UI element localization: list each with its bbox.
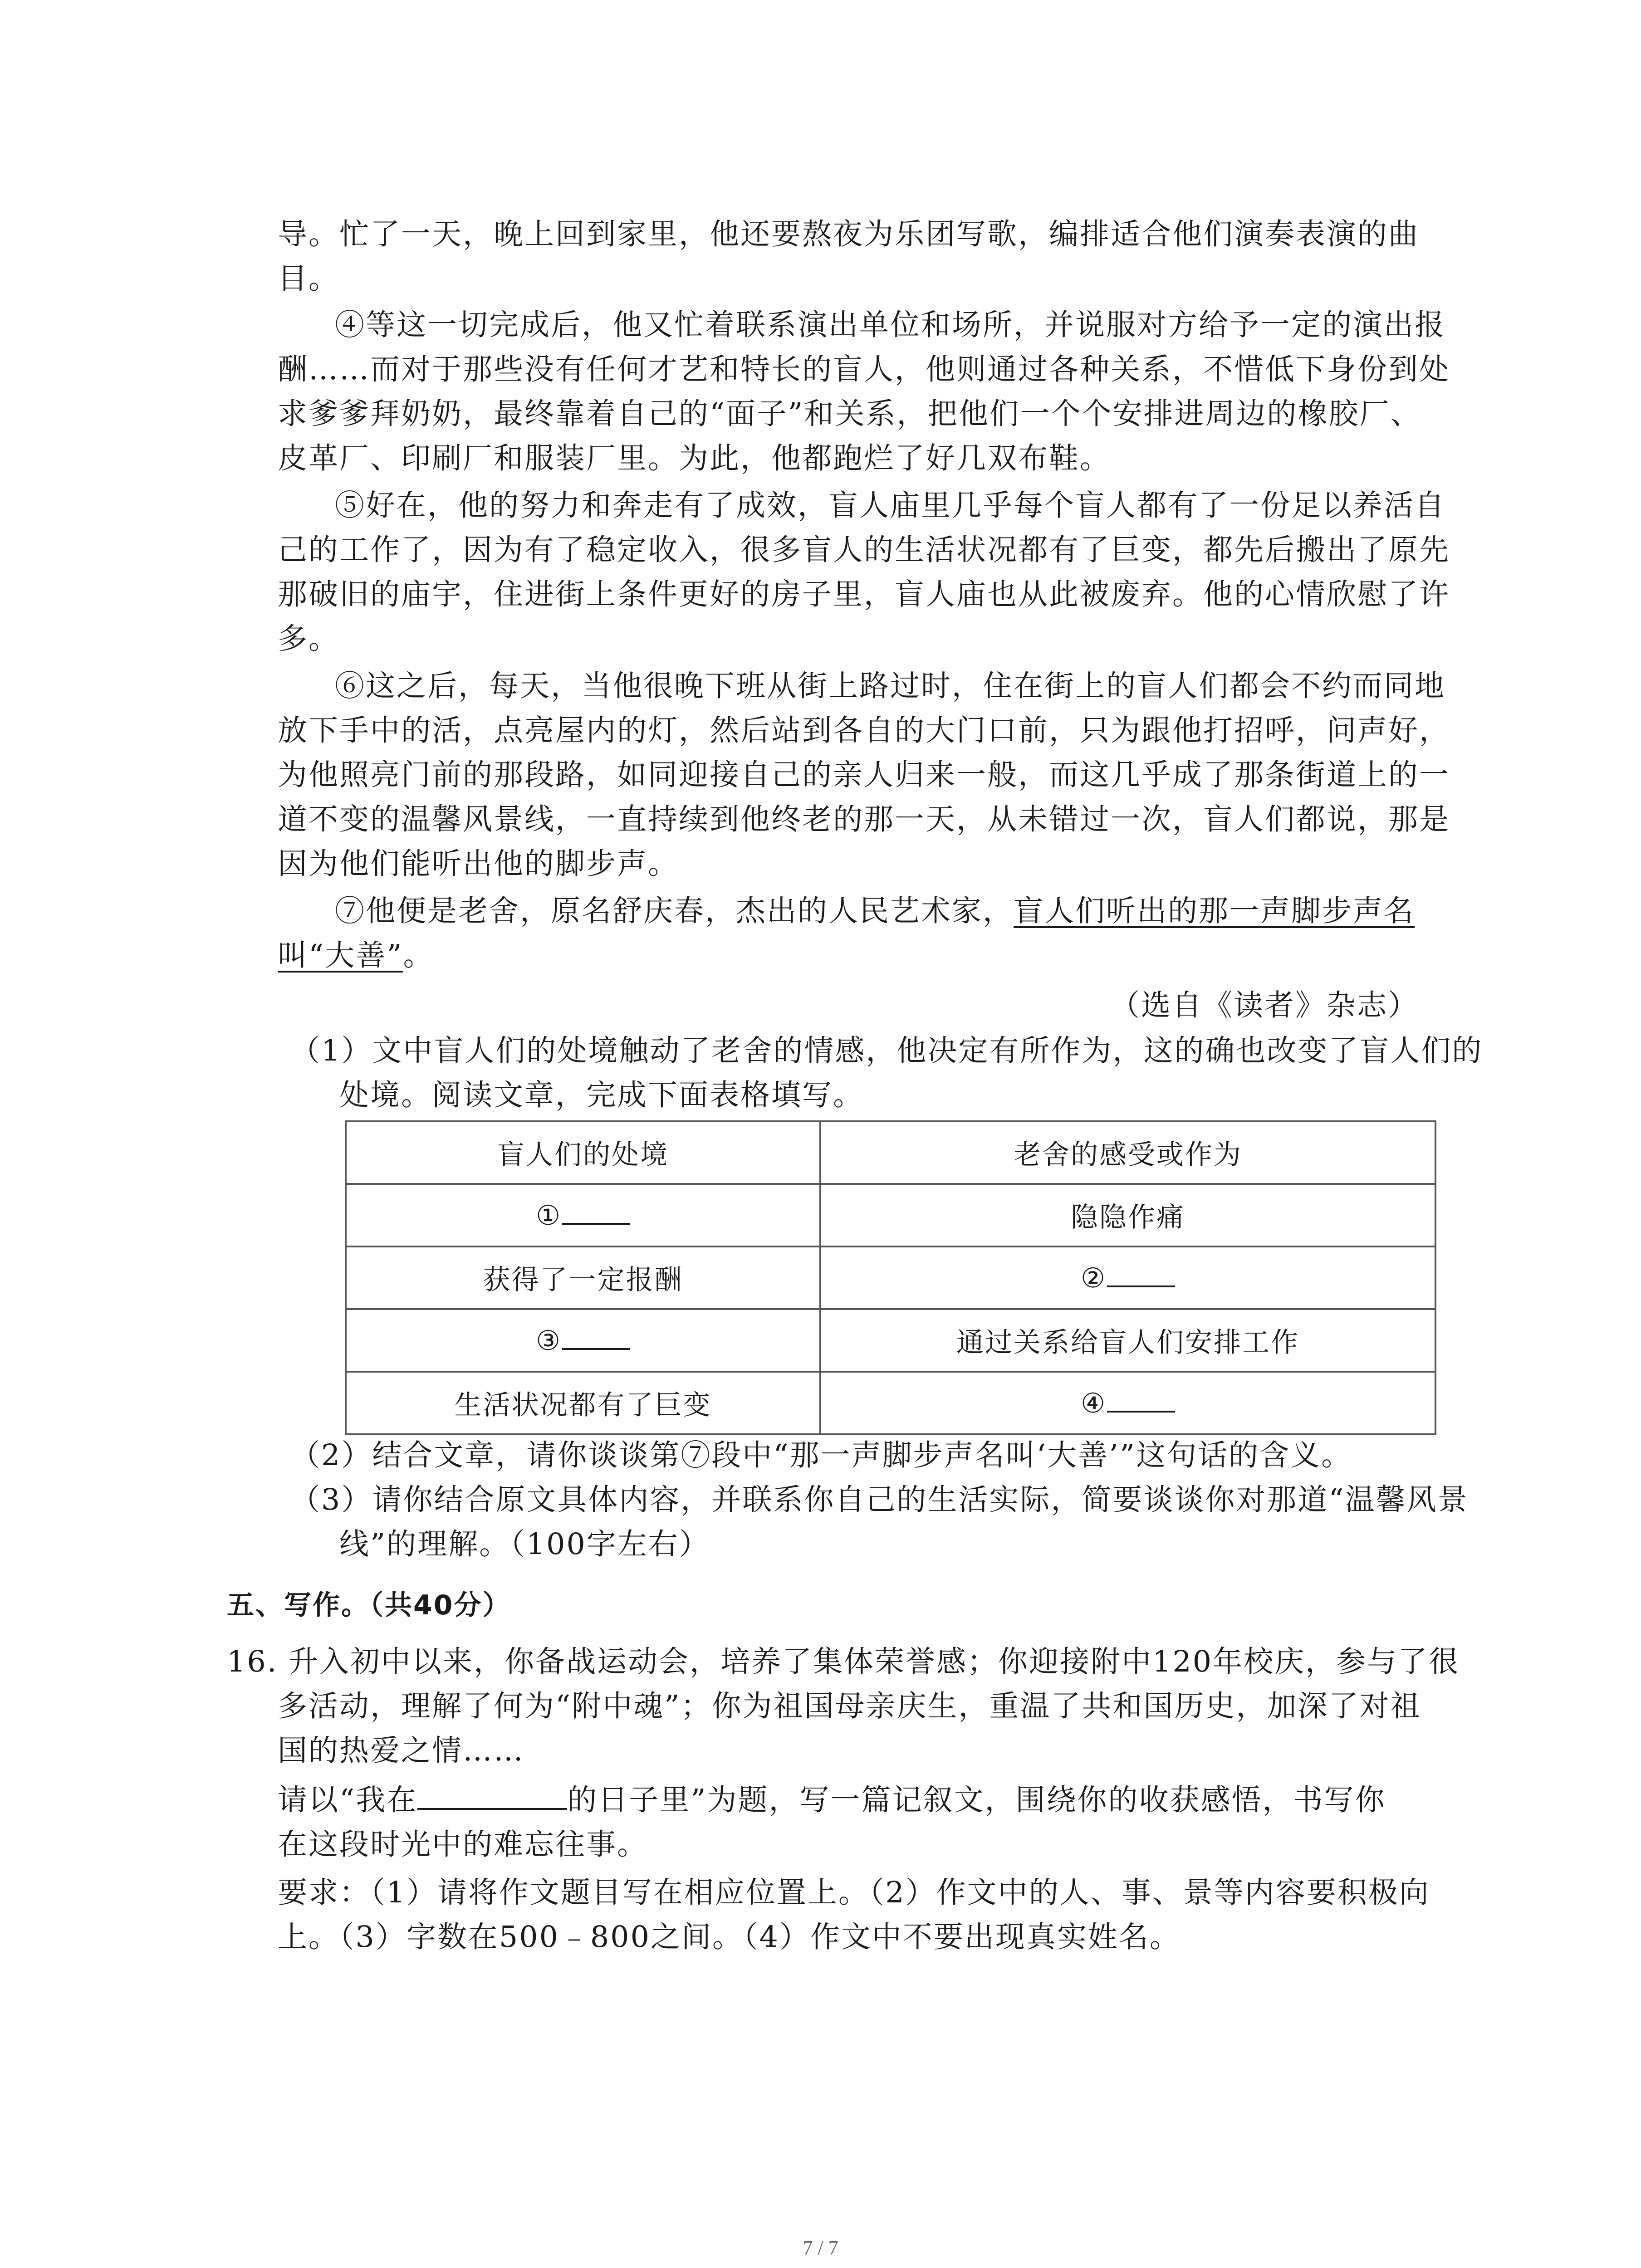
passage-line: 导。忙了一天，晚上回到家里，他还要熬夜为乐团写歌，编排适合他们演奏表演的曲 — [278, 217, 1420, 251]
table-row — [346, 1372, 1435, 1434]
passage-line: 那破旧的庙宇，住进街上条件更好的房子里，盲人庙也从此被废弃。他的心情欣慰了许 — [278, 577, 1450, 611]
table-cell — [820, 1372, 1435, 1434]
answer-blank — [562, 1325, 630, 1350]
question-16-cont: 国的热爱之情…… — [278, 1734, 525, 1768]
passage-line: 因为他们能听出他的脚步声。 — [278, 847, 679, 881]
answer-blank — [562, 1199, 630, 1225]
table-cell — [820, 1246, 1435, 1309]
question-2: （2）结合文章，请你谈谈第⑦段中“那一声脚步声名叫‘大善’”这句话的含义。 — [290, 1438, 1352, 1472]
prompt-text: 的日子里”为题，写一篇记叙文，围绕你的收获感悟，书写你 — [567, 1783, 1386, 1817]
passage-line: ④等这一切完成后，他又忙着联系演出单位和场所，并说服对方给予一定的演出报 — [335, 308, 1446, 342]
table-cell-text: ② — [1081, 1262, 1105, 1294]
source-citation: （选自《读者》杂志） — [1110, 988, 1419, 1022]
passage-text: 。 — [403, 938, 434, 973]
answer-table — [345, 1120, 1436, 1435]
title-blank — [417, 1781, 567, 1810]
table-cell: 获得了一定报酬 — [346, 1246, 820, 1309]
essay-requirements-cont: 上。（3）字数在500﹣800之间。（4）作文中不要出现真实姓名。 — [278, 1920, 1181, 1954]
table-row — [346, 1246, 1435, 1309]
passage-line: 多。 — [278, 622, 340, 656]
passage-line: 求爹爹拜奶奶，最终靠着自己的“面子”和关系，把他们一个个安排进周边的橡胶厂、 — [278, 397, 1421, 431]
prompt-text: 请以“我在 — [278, 1783, 418, 1817]
table-cell: 隐隐作痛 — [820, 1184, 1435, 1246]
passage-line — [278, 934, 434, 978]
passage-line: 道不变的温馨风景线，一直持续到他终老的那一天，从未错过一次，盲人们都说，那是 — [278, 802, 1450, 836]
passage-line — [335, 889, 1415, 934]
question-16-cont: 多活动，理解了何为“附中魂”；你为祖国母亲庆生，重温了共和国历史，加深了对祖 — [278, 1689, 1421, 1723]
table-header: 老舍的感受或作为 — [820, 1121, 1435, 1184]
question-3-cont: 线”的理解。（100字左右） — [339, 1527, 710, 1561]
essay-prompt — [278, 1778, 1386, 1823]
question-16: 16. 升入初中以来，你备战运动会，培养了集体荣誉感；你迎接附中120年校庆，参与了很 — [227, 1645, 1460, 1679]
passage-line: 放下手中的活，点亮屋内的灯，然后站到各自的大门口前，只为跟他打招呼，问声好， — [278, 714, 1450, 748]
table-cell-text: ① — [536, 1199, 560, 1232]
table-header-row — [346, 1121, 1435, 1184]
table-row — [346, 1309, 1435, 1372]
answer-blank — [1107, 1262, 1175, 1287]
question-1: （1）文中盲人们的处境触动了老舍的情感，他决定有所作为，这的确也改变了盲人们的 — [290, 1034, 1483, 1068]
section-heading: 五、写作。（共40分） — [227, 1589, 511, 1621]
passage-line: 酬……而对于那些没有任何才艺和特长的盲人，他则通过各种关系，不惜低下身份到处 — [278, 352, 1450, 386]
passage-line: 皮革厂、印刷厂和服装厂里。为此，他都跑烂了好几双布鞋。 — [278, 441, 1111, 475]
passage-line: ⑤好在，他的努力和奔走有了成效，盲人庙里几乎每个盲人都有了一份足以养活自 — [335, 489, 1446, 523]
essay-requirements: 要求：（1）请将作文题目写在相应位置上。（2）作文中的人、事、景等内容要积极向 — [278, 1876, 1430, 1910]
passage-line: 为他照亮门前的那段路，如同迎接自己的亲人归来一般，而这几乎成了那条街道上的一 — [278, 758, 1450, 792]
table-cell — [346, 1184, 820, 1246]
table-row — [346, 1184, 1435, 1246]
table-header: 盲人们的处境 — [346, 1121, 820, 1184]
passage-line: 目。 — [278, 262, 340, 296]
question-1-cont: 处境。阅读文章，完成下面表格填写。 — [339, 1078, 864, 1112]
underlined-sentence: 叫“大善” — [278, 938, 403, 973]
table-cell-text: ③ — [536, 1325, 560, 1357]
answer-blank — [1107, 1387, 1175, 1413]
passage-text: ⑦他便是老舍，原名舒庆春，杰出的人民艺术家， — [335, 894, 1014, 928]
essay-prompt-cont: 在这段时光中的难忘往事。 — [278, 1828, 648, 1862]
table-cell-text: ④ — [1081, 1387, 1105, 1419]
table-cell: 通过关系给盲人们安排工作 — [820, 1309, 1435, 1372]
page-number: 7 / 7 — [803, 2237, 838, 2259]
table-cell — [346, 1309, 820, 1372]
question-3: （3）请你结合原文具体内容，并联系你自己的生活实际，简要谈谈你对那道“温馨风景 — [290, 1483, 1469, 1517]
passage-line: 己的工作了，因为有了稳定收入，很多盲人的生活状况都有了巨变，都先后搬出了原先 — [278, 533, 1450, 567]
passage-line: ⑥这之后，每天，当他很晚下班从街上路过时，住在街上的盲人们都会不约而同地 — [335, 669, 1446, 703]
table-cell: 生活状况都有了巨变 — [346, 1372, 820, 1434]
underlined-sentence: 盲人们听出的那一声脚步声名 — [1014, 894, 1415, 928]
